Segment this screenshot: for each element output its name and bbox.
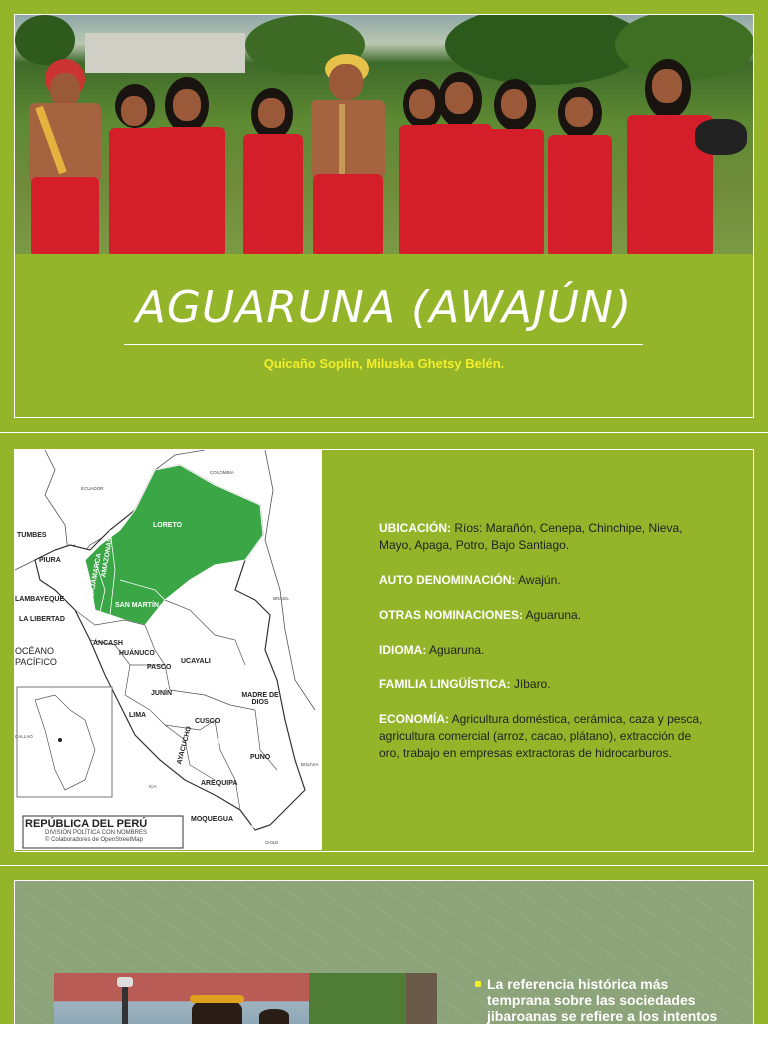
info-label: OTRAS NOMINACIONES: [379, 608, 523, 622]
map-label-pacifico: PACÍFICO [15, 657, 57, 667]
map-label-arequipa: AREQUIPA [201, 780, 238, 787]
bullet-marker [475, 981, 481, 987]
info-autodenominacion [379, 572, 709, 589]
map-label-piura: PIURA [39, 557, 61, 564]
info-idioma [379, 642, 709, 659]
info-economia [379, 711, 709, 762]
map-label-san-martin: SAN MARTÍN [115, 602, 159, 609]
map-label-ancash: ÁNCASH [93, 640, 123, 647]
map-label-colombia: COLOMBIA [210, 470, 234, 475]
info-label: UBICACIÓN: [379, 521, 451, 535]
info-label: IDIOMA: [379, 643, 427, 657]
peru-map [15, 450, 322, 850]
map-title: REPÚBLICA DEL PERÚ [25, 818, 148, 830]
map-label-oceano: OCÉANO [15, 646, 55, 656]
map-label-ecuador: ECUADOR [81, 486, 104, 491]
info-text: Ríos: Marañón, Cenepa, Chinchipe, Nieva, Mayo, Apaga, Potro, Bajo Santiago. [379, 521, 683, 552]
map-label-cusco: CUSCO [195, 718, 221, 725]
history-bullet-text: La referencia histórica más temprana sobre las sociedades jibaroanas se refiere a los intentos [487, 976, 718, 1024]
info-text: Agricultura doméstica, cerámica, caza y pesca, agricultura comercial (arroz, cacao, plátano), extracción de oro, trabajo en empresas extractoras de hidrocarburos. [379, 712, 703, 760]
map-label-lambayeque: LAMBAYEQUE [15, 596, 65, 603]
peru-map-svg [15, 450, 322, 850]
info-text: Aguaruna. [523, 608, 582, 622]
map-label-puno: PUNO [250, 754, 271, 761]
presentation-title: AGUARUNA (AWAJÚN) [135, 282, 633, 333]
title-divider [124, 344, 643, 345]
map-label-madre-de-dios: MADRE DE DIOS [241, 692, 279, 706]
map-label-cajamarca: CAJAMARCA [88, 552, 103, 599]
info-text: Jíbaro. [510, 677, 551, 691]
photo-person [295, 34, 400, 254]
map-label-lima: LIMA [129, 712, 147, 719]
info-label: ECONOMÍA: [379, 712, 449, 726]
map-label-apurimac: APURÍMAC [196, 731, 232, 760]
map-label-brasil: BRASIL [273, 596, 290, 601]
map-label-junin: JUNÍN [151, 690, 173, 697]
map-label-ayacucho: AYACUCHO [176, 725, 194, 766]
group-photo [15, 15, 753, 254]
photo-person [615, 39, 725, 254]
info-text: Awajún. [515, 573, 561, 587]
map-label-la-libertad: LA LIBERTAD [19, 616, 65, 623]
map-label-tacna: TACNA [245, 813, 265, 838]
map-label-chile: CHILE [265, 840, 279, 845]
map-label-amazonas: AMAZONAS [100, 536, 115, 579]
map-label-huanuco: HUÁNUCO [119, 650, 155, 657]
photo-person [17, 39, 112, 254]
info-ubicacion [379, 520, 709, 554]
map-label-bolivia: BOLIVIA [301, 762, 319, 767]
map-subtitle: DIVISIÓN POLÍTICA CON NOMBRES [45, 830, 148, 836]
info-familia-linguistica [379, 676, 709, 693]
map-label-ucayali: UCAYALI [181, 658, 211, 665]
map-credit: © Colaboradores de OpenStreetMap [45, 837, 143, 843]
info-otras-nominaciones [379, 607, 709, 624]
photo-person [145, 49, 235, 254]
photo-person [540, 49, 620, 254]
author-subtitle: Quicaño Soplin, Miluska Ghetsy Belén. [263, 356, 505, 371]
info-label: AUTO DENOMINACIÓN: [379, 573, 516, 587]
map-label-moquegua: MOQUEGUA [191, 816, 233, 823]
map-label-ica: ICA [149, 784, 157, 789]
history-photo [54, 973, 437, 1024]
map-label-pasco: PASCO [147, 664, 172, 671]
map-label-tumbes: TUMBES [17, 532, 47, 539]
map-label-callao: CALLAO [15, 734, 33, 739]
info-label: FAMILIA LINGÜÍSTICA: [379, 677, 511, 691]
map-label-loreto: LORETO [153, 522, 183, 529]
info-text: Aguaruna. [426, 643, 485, 657]
